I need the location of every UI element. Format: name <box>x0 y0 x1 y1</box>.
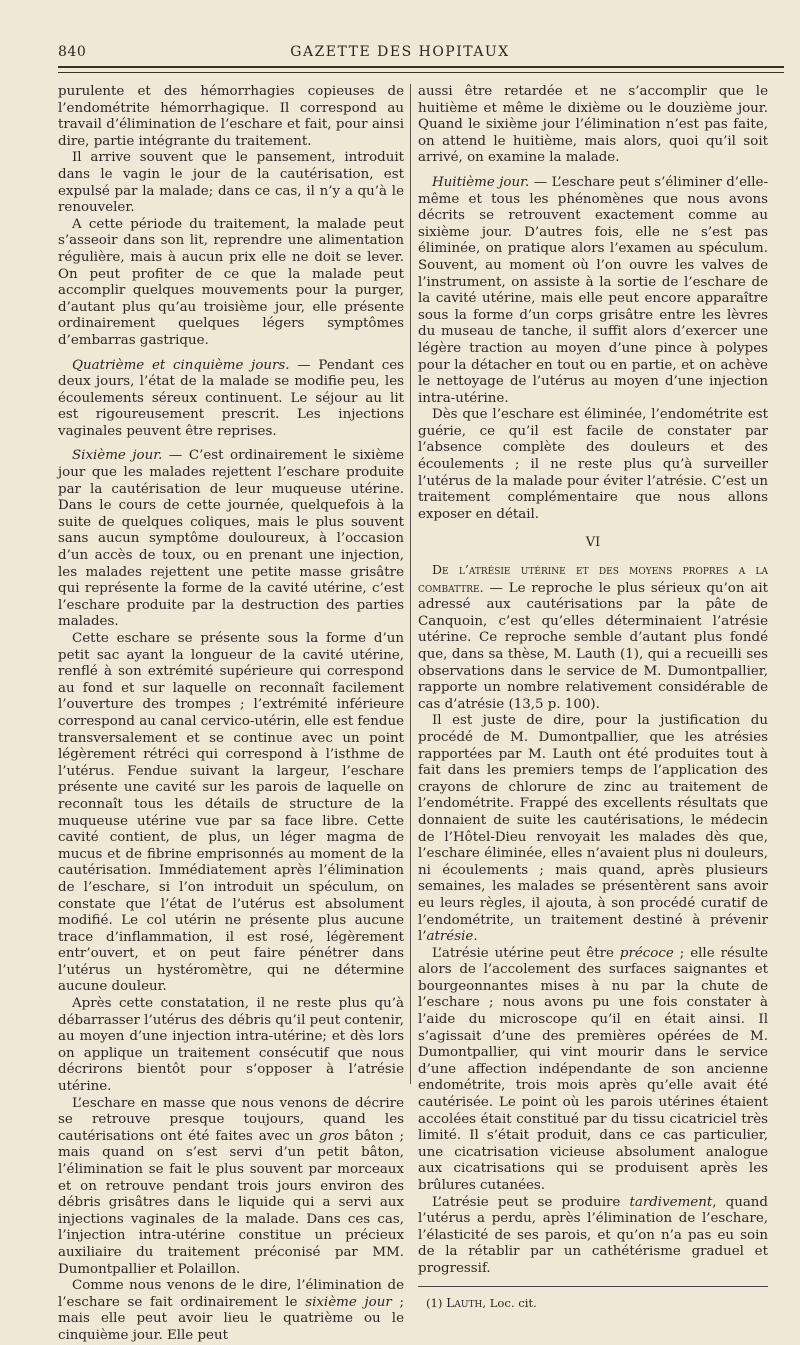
paragraph-text: — L’eschare peut s’éliminer d’elle-même et tous les phénomènes que nous avons décrits se retrouvent exactement comme au sixième jour. D’autres fois, elle ne s’est pas éliminée, on pratique alors l’examen au spéculum. Souvent, au moment où l’on ouvre les valves de l’instrument, on assiste à la sortie de l’eschare de la cavité utérine, mais elle peut encore apparaître sous la forme d’un corps grisâtre entre les lèvres du museau de tanche, il suffit alors d’exercer une légère traction au moyen d’une pince à polypes pour la détacher en tout ou en partie, et on achève le nettoyage de l’utérus au moyen d’une injection intra-utérine. <box>418 174 769 406</box>
running-title: GAZETTE DES HOPITAUX <box>290 44 510 60</box>
page-number: 840 <box>58 44 87 60</box>
paragraph: Comme nous venons de le dire, l’élimination de l’eschare se fait ordinairement le sixième jour ; mais elle peut avoir lieu le quatrième ou le cinquième jour. Elle peut <box>58 1278 404 1343</box>
paragraph <box>418 175 768 407</box>
emphasis: précoce <box>619 945 674 961</box>
paragraph: Dès que l’eschare est éliminée, l’endométrite est guérie, ce qu’il est facile de constater par l’absence complète des douleurs et des écoulements ; il ne reste plus qu’à surveiller l’utérus de la malade pour éviter l’atrésie. C’est un traitement complémentaire que nous allons exposer en détail. <box>418 407 768 522</box>
footnote-mark: (1) <box>426 1295 447 1310</box>
footnote-author: Lauth <box>446 1294 483 1310</box>
day-heading: Quatrième et cinquième jours. <box>72 357 290 373</box>
paragraph: L’atrésie peut se produire tardivement, quand l’utérus a perdu, après l’élimination de l’eschare, l’élasticité de ses parois, et qu’on n’a pas eu soin de la rétablir par un cathétérisme graduel et progressif. <box>418 1194 769 1276</box>
right-column <box>418 84 768 1311</box>
paragraph: L’eschare en masse que nous venons de décrire se retrouve presque toujours, quand les cautérisations ont été faites avec un gros bâton ; mais quand on s’est servi d’un petit bâton, l’élimination se fait le plus souvent par morceaux et on retrouve pendant trois jours environ des débris grisâtres dans le liquide qui a servi aux injections vaginales de la malade. Dans ces cas, l’injection intra-utérine constitue un précieux auxiliaire du traitement préconisé par MM. Dumontpallier et Polaillon. <box>58 1095 404 1277</box>
paragraph: A cette période du traitement, la malade peut s’asseoir dans son lit, reprendre une alimentation régulière, mais à aucun prix elle ne doit se lever. On peut profiter de ce que la malade peut accomplir quelques mouvements pour la purger, d’autant plus qu’au troisième jour, elle présente ordinairement quelques légers symptômes d’embarras gastrique. <box>58 216 404 348</box>
paragraph: Après cette constatation, il ne reste plus qu’à débarrasser l’utérus des débris qu’il peut contenir, au moyen d’une injection intra-utérine; et dès lors on applique un traitement consécutif que nous décrirons bientôt pour s’opposer à l’atrésie utérine. <box>58 996 404 1095</box>
emphasis: atrésie. <box>426 929 478 945</box>
emphasis: sixième jour <box>305 1294 392 1310</box>
footnote-text: , Loc. cit. <box>482 1295 537 1310</box>
column-divider <box>410 84 411 1084</box>
paragraph <box>58 358 404 441</box>
day-heading: Huitième jour. <box>432 174 530 190</box>
emphasis: tardivement <box>629 1194 713 1210</box>
paragraph <box>418 562 768 713</box>
paragraph-text: — Pendant ces deux jours, l’état de la malade se modifie peu, les écoulements séreux continuent. Le séjour au lit est rigoureusement prescrit. Les injections vaginales peuvent être reprises. <box>58 357 404 439</box>
paragraph <box>58 448 404 631</box>
footnote <box>418 1295 768 1312</box>
paragraph: purulente et des hémorrhagies copieuses de l’endométrite hémorrhagique. Il correspond au travail d’élimination de l’eschare et fait, pour ainsi dire, partie intégrante du traitement. <box>58 84 404 149</box>
paragraph-text: — C’est ordinairement le sixième jour que les malades rejettent l’eschare produite par la cautérisation de leur muqueuse utérine. Dans le cours de cette journée, quelquefois à la suite de quelques coliques, mais le plus souvent sans aucun symptôme douloureux, à l’occasion d’un accès de toux, ou en prenant une injection, les malades rejettent une petite masse grisâtre qui représente la forme de la cavité utérine, c’est l’eschare produite par la destruction des parties malades. <box>58 448 404 630</box>
left-column <box>58 84 404 1345</box>
paragraph: aussi être retardée et ne s’accomplir que le huitième et même le dixième ou le douzième jour. Quand le sixième jour l’élimination n’est pas faite, on attend le huitième, mais alors, quoi qu’il soit arrivé, on examine la malade. <box>418 84 768 166</box>
section-heading: De l’atrésie utérine et des moyens propres a la combattre. <box>418 562 768 595</box>
emphasis: gros <box>318 1128 349 1144</box>
paragraph: Cette eschare se présente sous la forme d’un petit sac ayant la longueur de la cavité utérine, renflé à son extrémité supérieure qui correspond au fond et sur laquelle on reconnaît facilement l’ouverture des trompes ; l’extrémité inférieure correspond au canal cervico-utérin, elle est fendue transversalement et se continue avec un point légèrement rétréci qui correspond à l’isthme de l’utérus. Fendue suivant la largeur, l’eschare présente une cavité sur les parois de laquelle on reconnaît tous les détails de structure de la muqueuse utérine vue par sa face libre. Cette cavité contient, de plus, un léger magma de mucus et de fibrine emprisonnés au moment de la cautérisation. Immédiatement après l’élimination de l’eschare, si l’on introduit un spéculum, on constate que l’état de l’utérus est absolument modifié. Le col utérin ne présente plus aucune trace d’inflammation, il est rosé, légèrement entr’ouvert, et on peut faire pénétrer dans l’utérus un hystéromètre, qui ne détermine aucune douleur. <box>58 631 404 995</box>
section-number: VI <box>585 535 601 551</box>
paragraph: L’atrésie utérine peut être précoce ; elle résulte alors de l’accolement des surfaces saignantes et bourgeonnantes mises à nu par la chute de l’eschare ; nous avons pu une fois constater à l’aide du microscope qu’il en était ainsi. Il s’agissait d’une des premières opérées de M. Dumontpallier, qui vint mourir dans le service d’une affection indépendante de son ancienne endométrite, trois mois après qu’elle avait été cautérisée. Le point où les parois utérines étaient accolées était constitué par du tissu cicatriciel très limité. Il s’était produit, dans ce cas particulier, une cicatrisation vicieuse absolument analogue aux cicatrisations qui se produisent après les brûlures cutanées. <box>418 945 769 1193</box>
day-heading: Sixième jour. <box>72 448 163 464</box>
header-rule-thick <box>58 66 784 68</box>
header-rule-thin <box>58 72 784 73</box>
footnote-rule <box>418 1286 768 1287</box>
paragraph-text: — Le reproche le plus sérieux qu’on ait adressé aux cautérisations par la pâte de Canquoin, c’est qu’elles déterminaient l’atrésie utérine. Ce reproche semble d’autant plus fondé que, dans sa thèse, M. Lauth (1), qui a recueilli ses observations dans le service de M. Dumontpallier, rapporte un nombre relativement considérable de cas d’atrésie (13,5 p. 100). <box>418 580 768 712</box>
paragraph: Il est juste de dire, pour la justification du procédé de M. Dumontpallier, que les atrésies rapportées par M. Lauth ont été produites tout à fait dans les premiers temps de l’application des crayons de chlorure de zinc au traitement de l’endométrite. Frappé des excellents résultats que donnaient de suite les cautérisations, le médecin de l’Hôtel-Dieu renvoyait les malades dès que, l’eschare éliminée, elles n’avaient plus ni douleurs, ni écoulements ; mais quand, après plusieurs semaines, les malades se présentèrent sans avoir eu leurs règles, il ajouta, à son procédé curatif de l’endométrite, un traitement destiné à prévenir l’atrésie. <box>418 713 768 945</box>
paragraph: Il arrive souvent que le pansement, introduit dans le vagin le jour de la cautérisation, est expulsé par la malade; dans ce cas, il n’y a qu’à le renouveler. <box>58 150 404 216</box>
